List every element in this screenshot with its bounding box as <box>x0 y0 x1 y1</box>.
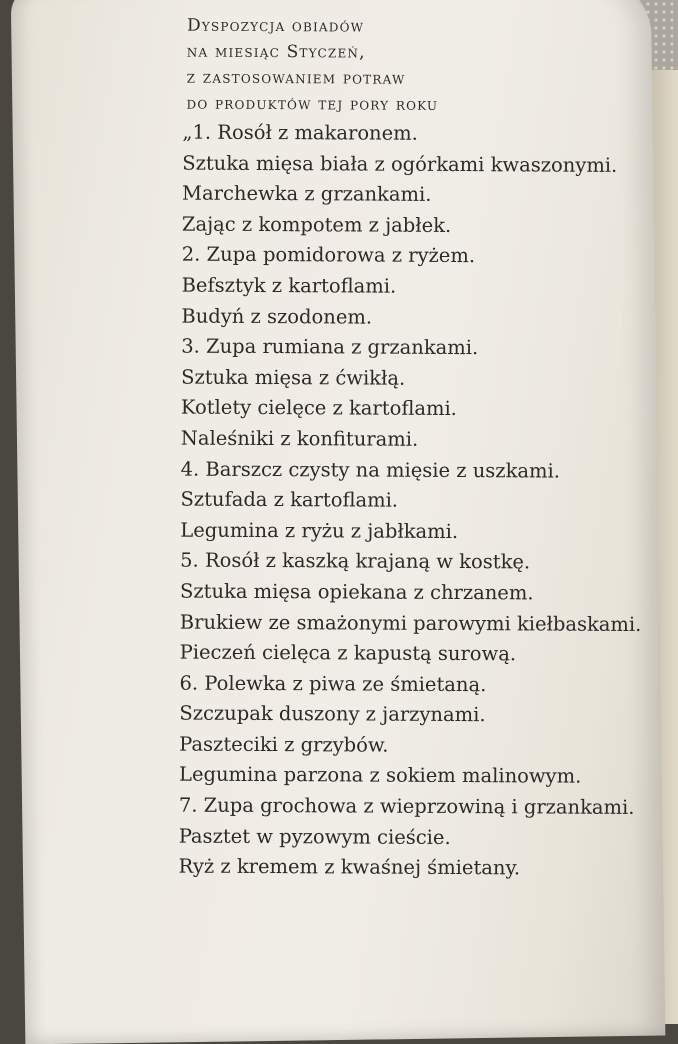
page-title <box>186 13 659 119</box>
menu-line: 3. Zupa rumiana z grzankami. <box>181 334 479 360</box>
title-line: z zastosowaniem potraw <box>186 67 406 89</box>
menu-line: 5. Rosół z kaszką krajaną w kostkę. <box>180 548 531 574</box>
menu-line: Naleśniki z konfiturami. <box>180 426 419 451</box>
menu-line: Paszteciki z grzybów. <box>179 732 389 757</box>
menu-line: Sztuka mięsa biała z ogórkami kwaszonymi. <box>182 151 618 177</box>
menu-line: Brukiew ze smażonymi parowymi kiełbaskami. <box>179 610 642 636</box>
menu-line: Kotlety cielęce z kartoflami. <box>180 395 457 421</box>
menu-line: Marchewka z grzankami. <box>182 181 432 207</box>
menu-line: „1. Rosół z makaronem. <box>182 120 418 145</box>
menu-line: Sztufada z kartoflami. <box>180 487 399 512</box>
book-page <box>11 0 666 1044</box>
page-text <box>154 12 659 884</box>
menu-line: Szczupak duszony z jarzynami. <box>179 701 486 727</box>
menu-line: 7. Zupa grochowa z wieprzowiną i grzankami. <box>178 793 635 820</box>
menu-line: Budyń z szodonem. <box>181 304 373 329</box>
menu-line: Sztuka mięsa z ćwikłą. <box>181 365 406 390</box>
menu-line: Befsztyk z kartoflami. <box>181 273 397 298</box>
menu-line: Sztuka mięsa opiekana z chrzanem. <box>179 579 534 605</box>
menu-line: Pasztet w pyzowym cieście. <box>178 824 451 849</box>
title-line: do produktów tej pory roku <box>186 93 439 115</box>
menu-line: Legumina parzona z sokiem malinowym. <box>178 763 582 789</box>
menu-list <box>178 118 658 885</box>
menu-line: Ryż z kremem z kwaśnej śmietany. <box>178 854 521 880</box>
menu-line: Zając z kompotem z jabłek. <box>181 212 452 237</box>
menu-line: Pieczeń cielęca z kapustą surową. <box>179 640 517 666</box>
title-line: Dyspozycja obiadów <box>186 15 365 37</box>
menu-line: 2. Zupa pomidorowa z ryżem. <box>181 242 476 268</box>
title-line: na miesiąc Styczeń, <box>186 41 366 63</box>
menu-line: Legumina z ryżu z jabłkami. <box>180 518 459 543</box>
menu-line: 6. Polewka z piwa ze śmietaną. <box>179 671 487 696</box>
menu-line: 4. Barszcz czysty na mięsie z uszkami. <box>180 457 561 483</box>
